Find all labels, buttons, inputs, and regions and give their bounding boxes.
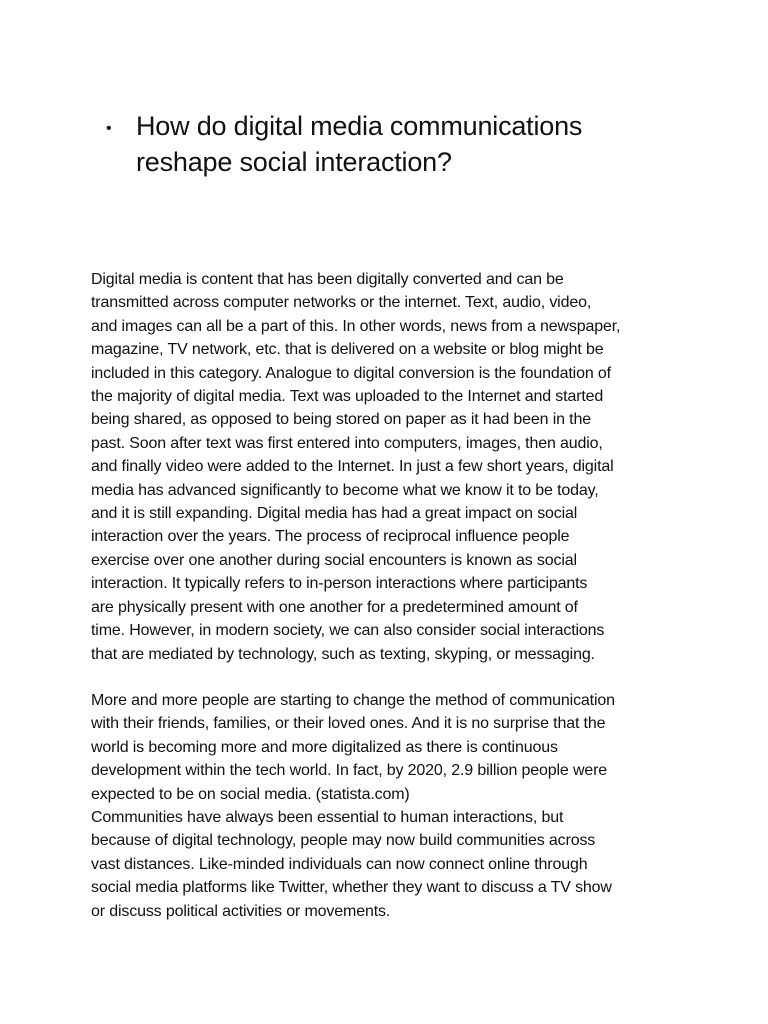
bullet-icon: •: [106, 120, 112, 137]
paragraph-communication: More and more people are starting to change the method of communication with their friends, families, or their loved ones. And it is no surprise that the world is becoming more and more digitalized as there is continuous development within the tech world. In fact, by 2020, 2.9 billion people were expected to be on social media. (statista.com): [91, 691, 615, 803]
document-body: [91, 268, 691, 923]
paragraph-intro: Digital media is content that has been digitally converted and can be transmitted across computer networks or the internet. Text, audio, video, and images can all be a part of this. In other words, news from a newspaper, magazine, TV network, etc. that is delivered on a website or blog might be included in this category. Analogue to digital conversion is the foundation of the majority of digital media. Text was uploaded to the Internet and started being shared, as opposed to being stored on paper as it had been in the past. Soon after text was first entered into computers, images, then audio, and finally video were added to the Internet. In just a few short years, digital media has advanced significantly to become what we know it to be today, and it is still expanding. Digital media has had a great impact on social interaction over the years. The process of reciprocal influence people exercise over one another during social encounters is known as social interaction. It typically refers to in-person interactions where participants are physically present with one another for a predetermined amount of time. However, in modern society, we can also consider social interactions that are mediated by technology, such as texting, skyping, or messaging.: [91, 271, 621, 663]
page-heading: How do digital media communications reshape social interaction?: [136, 111, 583, 177]
paragraph-communities: Communities have always been essential to human interactions, but because of digital technology, people may now build communities across vast distances. Like-minded individuals can now connect online through social media platforms like Twitter, whether they want to discuss a TV show or discuss political activities or movements.: [91, 808, 612, 920]
heading-bullet-item: [106, 108, 666, 180]
